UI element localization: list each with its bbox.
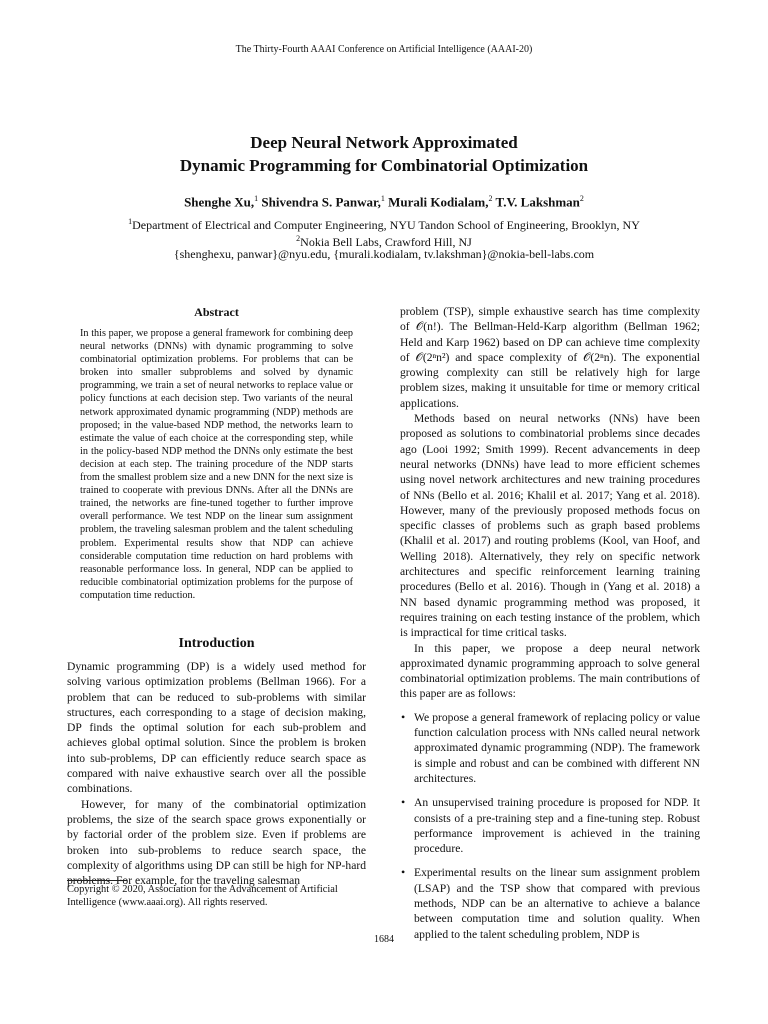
right-column-body [400, 304, 700, 951]
author-emails: {shenghexu, panwar}@nyu.edu, {murali.kodialam, tv.lakshman}@nokia-bell-labs.com [173, 247, 595, 261]
page-number: 1684 [374, 934, 394, 945]
right-paragraph-2: Methods based on neural networks (NNs) have been proposed as solutions to combinatorial problems since decades ago (Looi 1992; Smith 1999). Recent advancements in deep neural networks (DNNs) have lead to more efficient schemes using novel network architectures and new training procedures of NNs (Bello et al. 2016; Khalil et al. 2017; Yang et al. 2018). However, many of the previously proposed methods focus on specific classes of problems such as graph based problems (Khalil et al. 2017) and routing problems (Kool, van Hoof, and Welling 2018). Alternatively, they rely on specific network architectures and specific reinforcement learning training procedures (Bello et al. 2016). Though in (Yang et al. 2018) a NN based dynamic programming method was proposed, it requires training on each testing instance of the problem, which is impractical for time critical tasks. [400, 412, 700, 640]
title-line-2: Dynamic Programming for Combinatorial Optimization [179, 156, 589, 175]
introduction-heading: Introduction [178, 636, 255, 651]
right-paragraph-3: In this paper, we propose a deep neural network approximated dynamic programming approach to solve general combinatorial optimization problems. The main contributions of this paper are as follows: [400, 641, 700, 701]
author-2-affil: 1 [380, 194, 385, 203]
bullet-icon: • [401, 795, 406, 810]
abstract-body: In this paper, we propose a general framework for combining deep neural networks (DNNs) with dynamic programming to solve combinatorial optimization problems. For problems that can be broken into smaller subproblems and solved by dynamic programming, we train a set of neural networks to replace value or policy functions at each decision step. Two variants of the neural network approximated dynamic programming (NDP) methods are proposed; in the value-based NDP method, the networks learn to estimate the value of each choice at the corresponding step, while in the policy-based NDP method the DNNs only estimate the best decision at each step. The training procedure of the NDP starts from the smallest problem size and a new DNN for the next size is trained to cooperate with previous DNNs. After all the DNNs are trained, the networks are fine-tuned together to further improve overall performance. We test NDP on the linear sum assignment problem, the traveling salesman problem and the talent scheduling problem. Experimental results show that NDP can achieve considerable computation time reduction on hard problems with reasonable performance loss. In general, NDP can be applied to reducible combinatorial optimization problems for the purpose of computation time reduction. [80, 328, 353, 601]
introduction-body [67, 659, 366, 888]
title-line-1: Deep Neural Network Approximated [250, 133, 518, 152]
author-4-affil: 2 [579, 194, 584, 203]
affiliation-1-marker: 1 [128, 217, 133, 226]
affiliation-1-text: Department of Electrical and Computer Engineering, NYU Tandon School of Engineering, Brooklyn, NY [132, 218, 640, 232]
contribution-text: We propose a general framework of replacing policy or value function calculation process with NNs called neural network approximated dynamic programming (NDP). The framework is simple and robust and can be combined with different NN architectures. [414, 710, 700, 785]
author-3: Murali Kodialam, [384, 194, 489, 210]
abstract-heading: Abstract [194, 305, 239, 319]
copyright-footnote: Copyright © 2020, Association for the Advancement of Artificial Intelligence (www.aaai.org). All rights reserved. [67, 884, 338, 908]
conference-header: The Thirty-Fourth AAAI Conference on Artificial Intelligence (AAAI-20) [235, 44, 533, 55]
contributions-list [400, 710, 700, 942]
contribution-item [400, 710, 700, 786]
contribution-text: Experimental results on the linear sum assignment problem (LSAP) and the TSP show that compared with previous methods, NDP can be an alternative to achieve a balance between computation time and solution quality. When applied to the talent scheduling problem, NDP is [414, 866, 700, 941]
bullet-icon: • [401, 709, 406, 724]
author-2: Shivendra S. Panwar, [258, 194, 381, 210]
right-paragraph-1: problem (TSP), simple exhaustive search has time complexity of 𝒪(n!). The Bellman-Held-Karp algorithm (Bellman 1962; Held and Karp 1962) based on DP can achieve time complexity of 𝒪(2ⁿn²) and space complexity of 𝒪(2ⁿn). The exponential growing complexity can still be relatively high for large problem sizes, making it unsuitable for time or memory critical applications. [400, 305, 700, 410]
author-1: Shenghe Xu, [184, 194, 255, 210]
author-4: T.V. Lakshman [492, 194, 580, 210]
contribution-item [400, 795, 700, 856]
intro-paragraph-2: However, for many of the combinatorial optimization problems, the size of the search space grows exponentially or by factorial order of the problem size. Even if problems are broken into sub-problems to reduce search space, the complexity of algorithms using DP can still be high for NP-hard problems. For example, for the traveling salesman [67, 797, 366, 888]
paper-title [0, 131, 768, 177]
bullet-icon: • [401, 865, 406, 880]
author-list [0, 194, 768, 210]
author-3-affil: 2 [488, 194, 493, 203]
contribution-text: An unsupervised training procedure is proposed for NDP. It consists of a pre-training step and a fine-tuning step. Robust performance improvement is achieved in the training procedure. [414, 796, 700, 856]
affiliation-2-marker: 2 [296, 234, 301, 243]
author-1-affil: 1 [254, 194, 259, 203]
affiliation-2-text: Nokia Bell Labs, Crawford Hill, NJ [300, 235, 472, 249]
intro-paragraph-1: Dynamic programming (DP) is a widely used method for solving various optimization problems (Bellman 1966). For a problem that can be reduced to sub-problems with similar structures, each corresponding to a stage of decision making, DP finds the optimal solution for each sub-problem and achieves global optimal solution. Since the problem is broken into sub-problems, DP can efficiently reduce search space as compared with naive exhaustive search over all the possible combinations. [67, 660, 366, 796]
contribution-item [400, 865, 700, 941]
footnote-divider [67, 880, 127, 881]
